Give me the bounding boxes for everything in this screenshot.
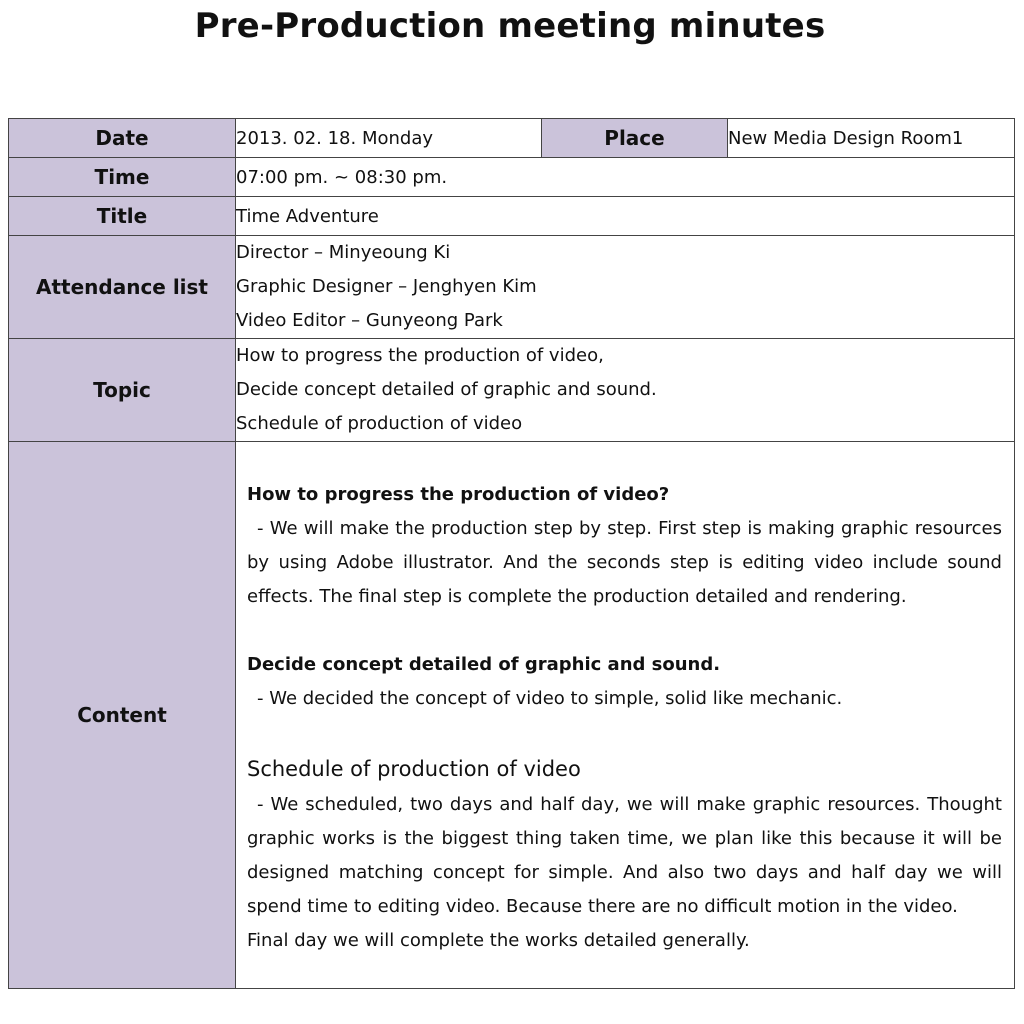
section-heading: Schedule of production of video [247, 756, 581, 781]
section-body: - We scheduled, two days and half day, we will make graphic resources. Thought graphic works is the biggest thing taken time, we plan like this because it will be designed matching concept for simple. And also two days and half day we will spend time to editing video. Because there are no difficult motion in the video. [247, 793, 1002, 917]
topic-label: Topic [9, 339, 236, 442]
attendee-item: Graphic Designer – Jenghyen Kim [236, 276, 537, 297]
place-label: Place [542, 119, 728, 158]
page-title: Pre-Production meeting minutes [194, 6, 826, 46]
section-body: - We decided the concept of video to simple, solid like mechanic. [257, 687, 843, 709]
section-spacer [247, 716, 1002, 750]
attendee-item: Video Editor – Gunyeong Park [236, 310, 503, 331]
section-body: - We will make the production step by step. First step is making graphic resources by using Adobe illustrator. And the seconds step is editing video include sound effects. The final step is complete the production detailed and rendering. [247, 517, 1002, 607]
section-body-tail: Final day we will complete the works detailed generally. [247, 929, 750, 951]
content-label: Content [9, 442, 236, 989]
row-content [9, 442, 1015, 989]
attendee-item: Director – Minyeoung Ki [236, 242, 451, 263]
place-value: New Media Design Room1 [728, 119, 1015, 158]
attendance-label: Attendance list [9, 236, 236, 339]
row-date-place [9, 119, 1015, 158]
section-spacer [247, 614, 1002, 648]
section-heading: How to progress the production of video? [247, 483, 670, 505]
attendance-list [236, 236, 1015, 339]
title-value: Time Adventure [236, 197, 1015, 236]
time-label: Time [9, 158, 236, 197]
topic-item: How to progress the production of video, [236, 345, 604, 366]
content-body [236, 443, 1014, 988]
topic-list [236, 339, 1015, 442]
row-title [9, 197, 1015, 236]
topic-item: Schedule of production of video [236, 413, 523, 434]
date-label: Date [9, 119, 236, 158]
row-time [9, 158, 1015, 197]
content-cell [236, 442, 1015, 989]
time-value: 07:00 pm. ~ 08:30 pm. [236, 158, 1015, 197]
section-heading: Decide concept detailed of graphic and sound. [247, 653, 721, 675]
row-attendance [9, 236, 1015, 339]
topic-item: Decide concept detailed of graphic and sound. [236, 379, 657, 400]
title-label: Title [9, 197, 236, 236]
row-topic [9, 339, 1015, 442]
date-value: 2013. 02. 18. Monday [236, 119, 542, 158]
minutes-table [8, 118, 1015, 989]
